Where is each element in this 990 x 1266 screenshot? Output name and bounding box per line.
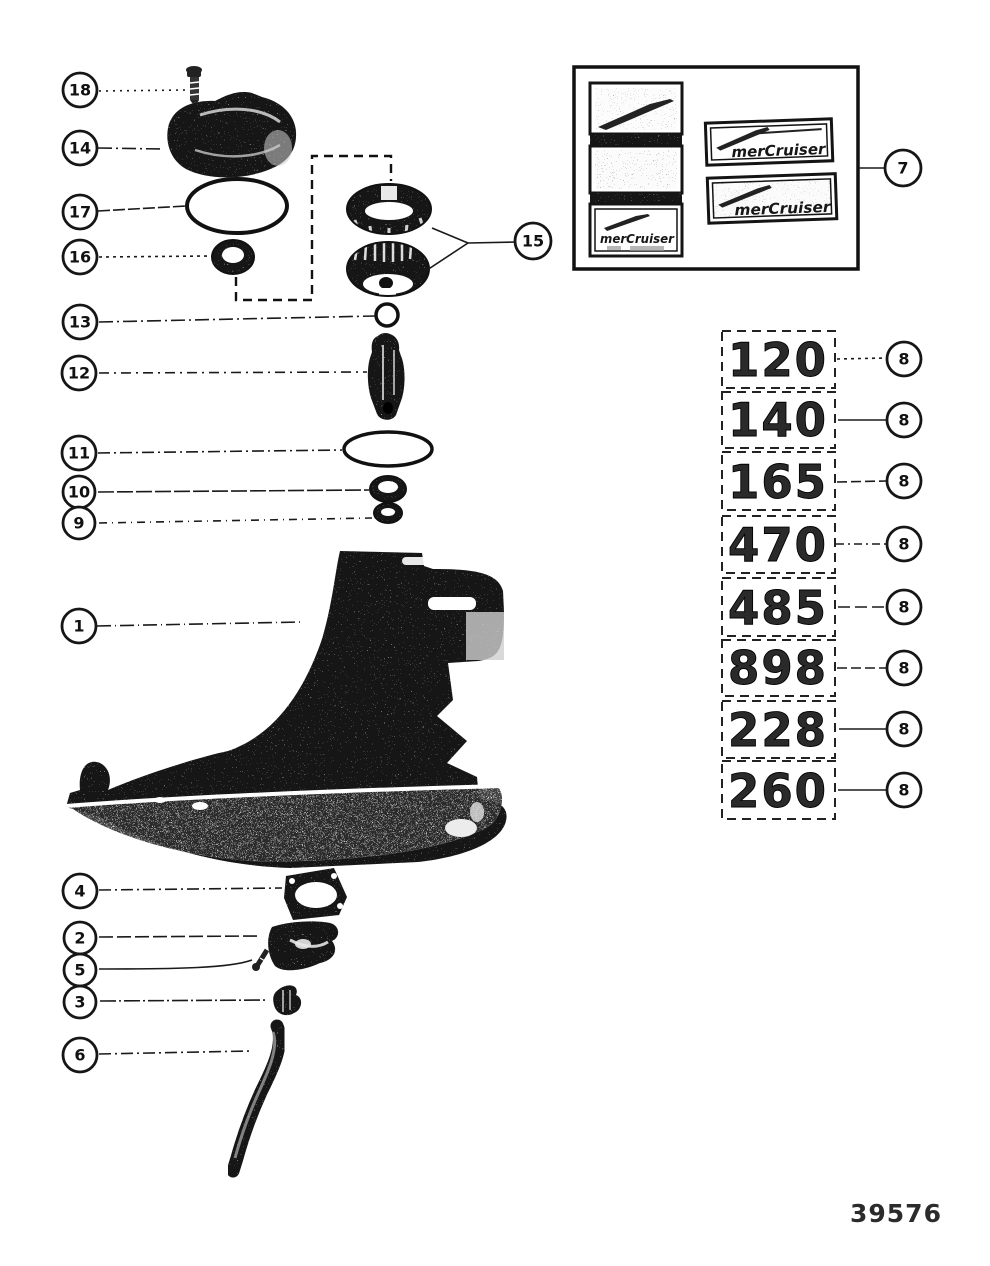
leader-line-15a <box>432 228 468 243</box>
decal-sheet <box>574 67 858 269</box>
leader-line-10 <box>98 490 369 492</box>
callout-7 <box>885 150 921 186</box>
callout-17 <box>63 195 97 229</box>
part-1-gear-housing <box>66 551 507 868</box>
part-12-gear-shaft <box>368 333 405 420</box>
part-17-o-ring <box>187 179 287 233</box>
callout-5-label: 5 <box>74 960 86 980</box>
leader-line-4 <box>99 888 282 890</box>
callout-2 <box>64 922 96 954</box>
leader-line-17 <box>98 206 186 211</box>
part-15-bearing-upper <box>347 184 431 236</box>
callout-3 <box>64 986 96 1018</box>
model-decal-label: 228 <box>728 703 828 757</box>
seal-16-bore <box>222 247 244 263</box>
callout-15-label: 15 <box>521 231 545 251</box>
callout-18-label: 18 <box>68 80 92 100</box>
bearing-upper-bore <box>365 202 413 220</box>
part-11-o-ring <box>344 432 432 466</box>
callout-8a-label: 8 <box>898 349 910 369</box>
gear-housing-light-patch <box>466 612 504 660</box>
part-6-tube <box>233 1026 279 1171</box>
decal-panel-3-fineprint-2 <box>630 246 664 251</box>
washer-bore <box>378 481 398 493</box>
screw-5-shaft <box>257 950 267 966</box>
callout-8b-label: 8 <box>898 410 910 430</box>
part-2-bracket <box>268 921 338 970</box>
callout-2-label: 2 <box>74 928 86 948</box>
callout-7-label: 7 <box>897 158 909 178</box>
callout-8f-label: 8 <box>898 658 910 678</box>
callout-16-label: 16 <box>68 247 92 267</box>
decal-brand-2-text: merCruiser <box>734 197 829 220</box>
callout-6-label: 6 <box>74 1045 86 1065</box>
model-decal-label: 260 <box>728 764 828 818</box>
model-decal-label: 470 <box>728 518 828 572</box>
callout-10-label: 10 <box>67 482 91 502</box>
callout-6 <box>63 1038 97 1072</box>
model-decal-label: 140 <box>728 393 828 447</box>
callout-1 <box>62 609 96 643</box>
leader-line-3 <box>100 1000 268 1001</box>
plate-rivet-3 <box>337 903 343 909</box>
decal-brand-2 <box>707 174 836 223</box>
bracket-spot <box>295 939 311 949</box>
part-13-retaining-ring <box>376 304 398 326</box>
callout-9-label: 9 <box>73 513 85 533</box>
model-decal-140 <box>722 392 921 448</box>
callout-8h-label: 8 <box>898 780 910 800</box>
part-10-washer <box>370 476 406 502</box>
callout-17-label: 17 <box>68 202 92 222</box>
callout-12 <box>62 356 96 390</box>
callout-18 <box>63 73 97 107</box>
callout-5 <box>64 954 96 986</box>
part-15-bearing-lower <box>347 242 429 301</box>
decal-logo-small: merCruiser <box>600 232 676 246</box>
screw-5-head <box>252 963 260 971</box>
leader-line-6 <box>99 1051 250 1054</box>
callout-11 <box>62 436 96 470</box>
decal-band-1 <box>590 134 682 146</box>
leader-line-11 <box>98 450 342 453</box>
screw-thread <box>190 94 199 95</box>
decal-panel-3-fineprint-1 <box>607 246 621 250</box>
seal-9-bore <box>381 508 395 516</box>
model-decal-120 <box>722 331 921 388</box>
bearing-cap-light-end <box>264 130 292 166</box>
model-decal-label: 898 <box>728 641 828 695</box>
callout-16 <box>63 240 97 274</box>
callout-8g-label: 8 <box>898 719 910 739</box>
part-5-screw <box>252 950 267 971</box>
decal-brand-1-text: merCruiser <box>731 140 826 162</box>
callout-11-label: 11 <box>67 443 91 463</box>
leader-line-16 <box>99 256 209 257</box>
leader-line-8a <box>837 358 886 359</box>
leader-line-14 <box>98 148 162 149</box>
leader-line-5 <box>99 960 252 969</box>
drawing-number: 39576 <box>850 1199 942 1228</box>
callout-4-label: 4 <box>74 881 86 901</box>
screw-head-side <box>187 69 201 77</box>
part-3-plug <box>273 985 301 1015</box>
callout-13 <box>63 305 97 339</box>
bearing-upper-notch <box>381 186 397 200</box>
callout-9 <box>63 507 95 539</box>
part-16-seal <box>212 240 254 274</box>
gear-housing-notch <box>288 634 312 659</box>
callout-8d-label: 8 <box>898 534 910 554</box>
leader-line-15c <box>468 242 516 243</box>
callout-13-label: 13 <box>68 312 92 332</box>
model-decal-165 <box>722 452 921 510</box>
leader-line-8c <box>837 481 886 482</box>
leader-line-2 <box>99 936 260 937</box>
callout-12-label: 12 <box>67 363 91 383</box>
model-decal-label: 165 <box>728 455 828 509</box>
screw-thread <box>190 82 199 83</box>
model-decal-898 <box>722 640 921 696</box>
gear-shaft-tip <box>383 402 393 414</box>
callout-8e-label: 8 <box>898 597 910 617</box>
gear-housing-slot <box>428 597 476 610</box>
callout-8c-label: 8 <box>898 471 910 491</box>
leader-line-18 <box>99 90 186 91</box>
model-decal-260 <box>722 761 921 819</box>
part-18-screw <box>186 66 202 107</box>
retaining-ring <box>376 304 398 326</box>
leader-line-9 <box>99 518 372 523</box>
decal-brand-1 <box>705 119 832 165</box>
callout-4 <box>63 874 97 908</box>
gear-housing-top-slot <box>402 557 428 565</box>
callout-15 <box>515 223 551 259</box>
gear-housing-spot-1 <box>445 819 477 837</box>
gear-housing-spot-2 <box>192 802 208 810</box>
model-decal-label: 120 <box>728 333 828 387</box>
leader-line-13 <box>99 316 375 322</box>
gear-housing-spot-3 <box>154 797 166 803</box>
part-4-plate <box>284 868 347 920</box>
gear-housing-spot-4 <box>470 802 484 822</box>
o-ring-17 <box>187 179 287 233</box>
decal-panel-2-speckle <box>595 150 677 189</box>
model-decal-470 <box>722 516 921 573</box>
callout-10 <box>63 476 95 508</box>
plate-rivet-2 <box>331 873 337 879</box>
part-9-seal <box>374 503 402 523</box>
callout-3-label: 3 <box>74 992 86 1012</box>
plate-rivet-1 <box>289 878 295 884</box>
plug-body <box>273 985 301 1015</box>
model-decal-485 <box>722 578 921 636</box>
callout-14 <box>63 131 97 165</box>
bearing-lower-notch <box>379 288 396 301</box>
leader-line-1 <box>97 622 302 626</box>
part-14-bearing-cap <box>167 92 296 177</box>
screw-thread <box>190 88 199 89</box>
model-decal-label: 485 <box>728 581 828 635</box>
leader-line-12 <box>99 372 367 373</box>
o-ring-11 <box>344 432 432 466</box>
decal-band-2 <box>590 193 682 204</box>
callout-1-label: 1 <box>73 616 85 636</box>
model-decal-228 <box>722 701 921 758</box>
bearing-lower-hub <box>379 277 393 289</box>
plate-hole <box>295 882 337 908</box>
callout-14-label: 14 <box>68 138 92 158</box>
